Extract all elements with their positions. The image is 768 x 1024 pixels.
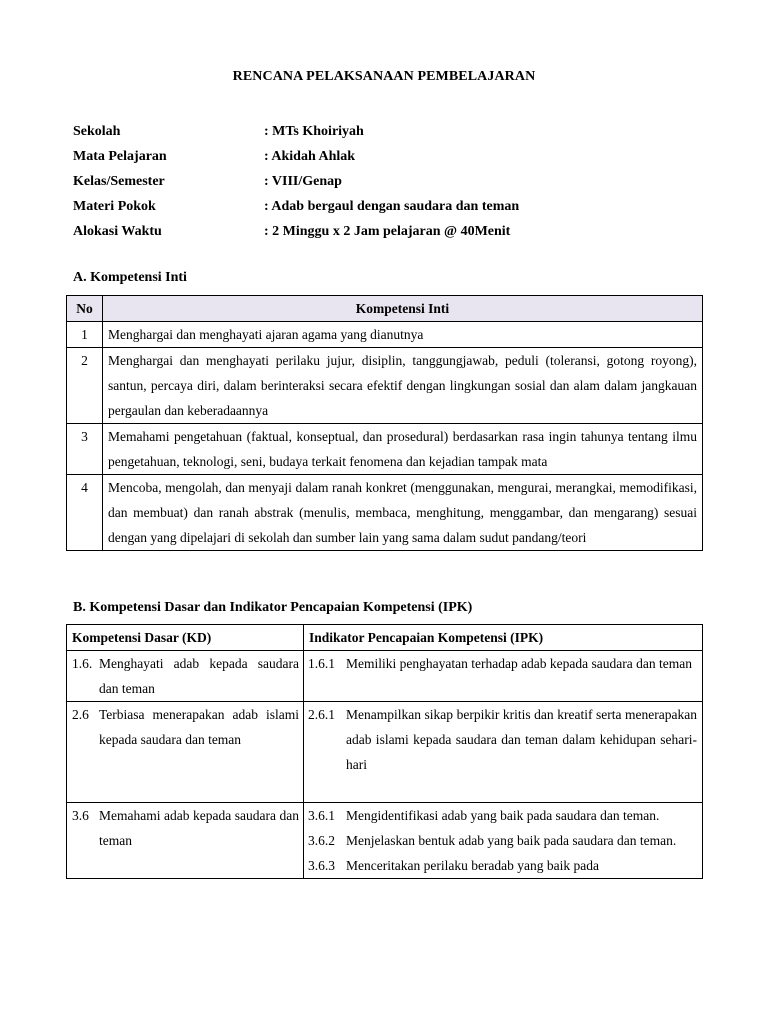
table-row [67, 424, 703, 475]
info-value: : Akidah Ahlak [264, 148, 356, 164]
ipk-cell [304, 803, 703, 879]
info-row-topic [73, 194, 713, 219]
identity-block [73, 119, 713, 244]
info-label: Kelas/Semester [73, 173, 165, 189]
kd-text: Menghayati adab kepada saudara dan teman [99, 656, 299, 696]
info-label: Sekolah [73, 123, 121, 139]
ipk-number: 3.6.1 [308, 808, 335, 823]
kompetensi-dasar-table [66, 624, 703, 879]
ipk-number: 3.6.3 [308, 858, 335, 873]
section-b-heading: B. Kompetensi Dasar dan Indikator Pencapaian Kompetensi (IPK) [73, 600, 473, 615]
table-row [67, 322, 703, 348]
table-header-row [67, 296, 703, 322]
info-value: : 2 Minggu x 2 Jam pelajaran @ 40Menit [264, 223, 511, 239]
info-row-subject [73, 144, 713, 169]
info-label: Alokasi Waktu [73, 223, 162, 239]
kd-text: Terbiasa menerapakan adab islami kepada saudara dan teman [99, 707, 299, 747]
table-header-row [67, 625, 703, 651]
row-number: 1 [67, 322, 103, 348]
header-kd: Kompetensi Dasar (KD) [67, 625, 304, 651]
header-kompetensi-inti: Kompetensi Inti [103, 296, 703, 322]
row-text: Menghargai dan menghayati perilaku jujur, disiplin, tanggungjawab, peduli (toleransi, gotong royong), santun, percaya diri, dalam berinteraksi secara efektif dengan lingkungan sosial dan alam dalam jangkauan pergaulan dan keberadaannya [103, 348, 703, 424]
ipk-text: Menceritakan perilaku beradab yang baik pada [346, 858, 600, 873]
ipk-text: Menampilkan sikap berpikir kritis dan kreatif serta menerapakan adab islami kepada saudara dan teman dalam kehidupan sehari-hari [346, 707, 697, 772]
document-title: RENCANA PELAKSANAAN PEMBELAJARAN [232, 69, 536, 84]
header-ipk: Indikator Pencapaian Kompetensi (IPK) [304, 625, 703, 651]
info-row-time [73, 219, 713, 244]
info-row-school [73, 119, 713, 144]
kd-cell [67, 803, 304, 879]
table-row [67, 348, 703, 424]
table-row [67, 651, 703, 702]
section-a-heading: A. Kompetensi Inti [73, 270, 187, 285]
ipk-cell [304, 702, 703, 803]
kd-number: 3.6 [72, 808, 89, 823]
ipk-text: Mengidentifikasi adab yang baik pada saudara dan teman. [346, 808, 660, 823]
ipk-text: Memiliki penghayatan terhadap adab kepada saudara dan teman [346, 656, 692, 671]
row-number: 3 [67, 424, 103, 475]
row-text: Mencoba, mengolah, dan menyaji dalam ranah konkret (menggunakan, mengurai, merangkai, memodifikasi, dan membuat) dan ranah abstrak (menulis, membaca, menghitung, menggambar, dan mengarang) sesuai dengan yang dipelajari di sekolah dan sumber lain yang sama dalam sudut pandang/teori [103, 475, 703, 551]
row-text: Menghargai dan menghayati ajaran agama yang dianutnya [103, 322, 703, 348]
kd-number: 2.6 [72, 707, 89, 722]
info-row-class [73, 169, 713, 194]
ipk-text: Menjelaskan bentuk adab yang baik pada saudara dan teman. [346, 833, 677, 848]
ipk-number: 1.6.1 [308, 656, 335, 671]
ipk-cell [304, 651, 703, 702]
info-value: : VIII/Genap [264, 173, 342, 189]
table-row [67, 475, 703, 551]
row-number: 2 [67, 348, 103, 424]
table-row [67, 803, 703, 879]
info-label: Mata Pelajaran [73, 148, 167, 164]
info-value: : MTs Khoiriyah [264, 123, 364, 139]
row-number: 4 [67, 475, 103, 551]
kd-number: 1.6. [72, 656, 93, 671]
table-row [67, 702, 703, 803]
kompetensi-inti-table [66, 295, 703, 551]
info-value: : Adab bergaul dengan saudara dan teman [264, 198, 520, 214]
kd-cell [67, 651, 304, 702]
kd-cell [67, 702, 304, 803]
ipk-number: 3.6.2 [308, 833, 335, 848]
row-text: Memahami pengetahuan (faktual, konseptual, dan prosedural) berdasarkan rasa ingin tahunya tentang ilmu pengetahuan, teknologi, seni, budaya terkait fenomena dan kejadian tampak mata [103, 424, 703, 475]
info-label: Materi Pokok [73, 198, 156, 214]
kd-text: Memahami adab kepada saudara dan teman [99, 808, 299, 848]
ipk-number: 2.6.1 [308, 707, 335, 722]
header-no: No [67, 296, 103, 322]
